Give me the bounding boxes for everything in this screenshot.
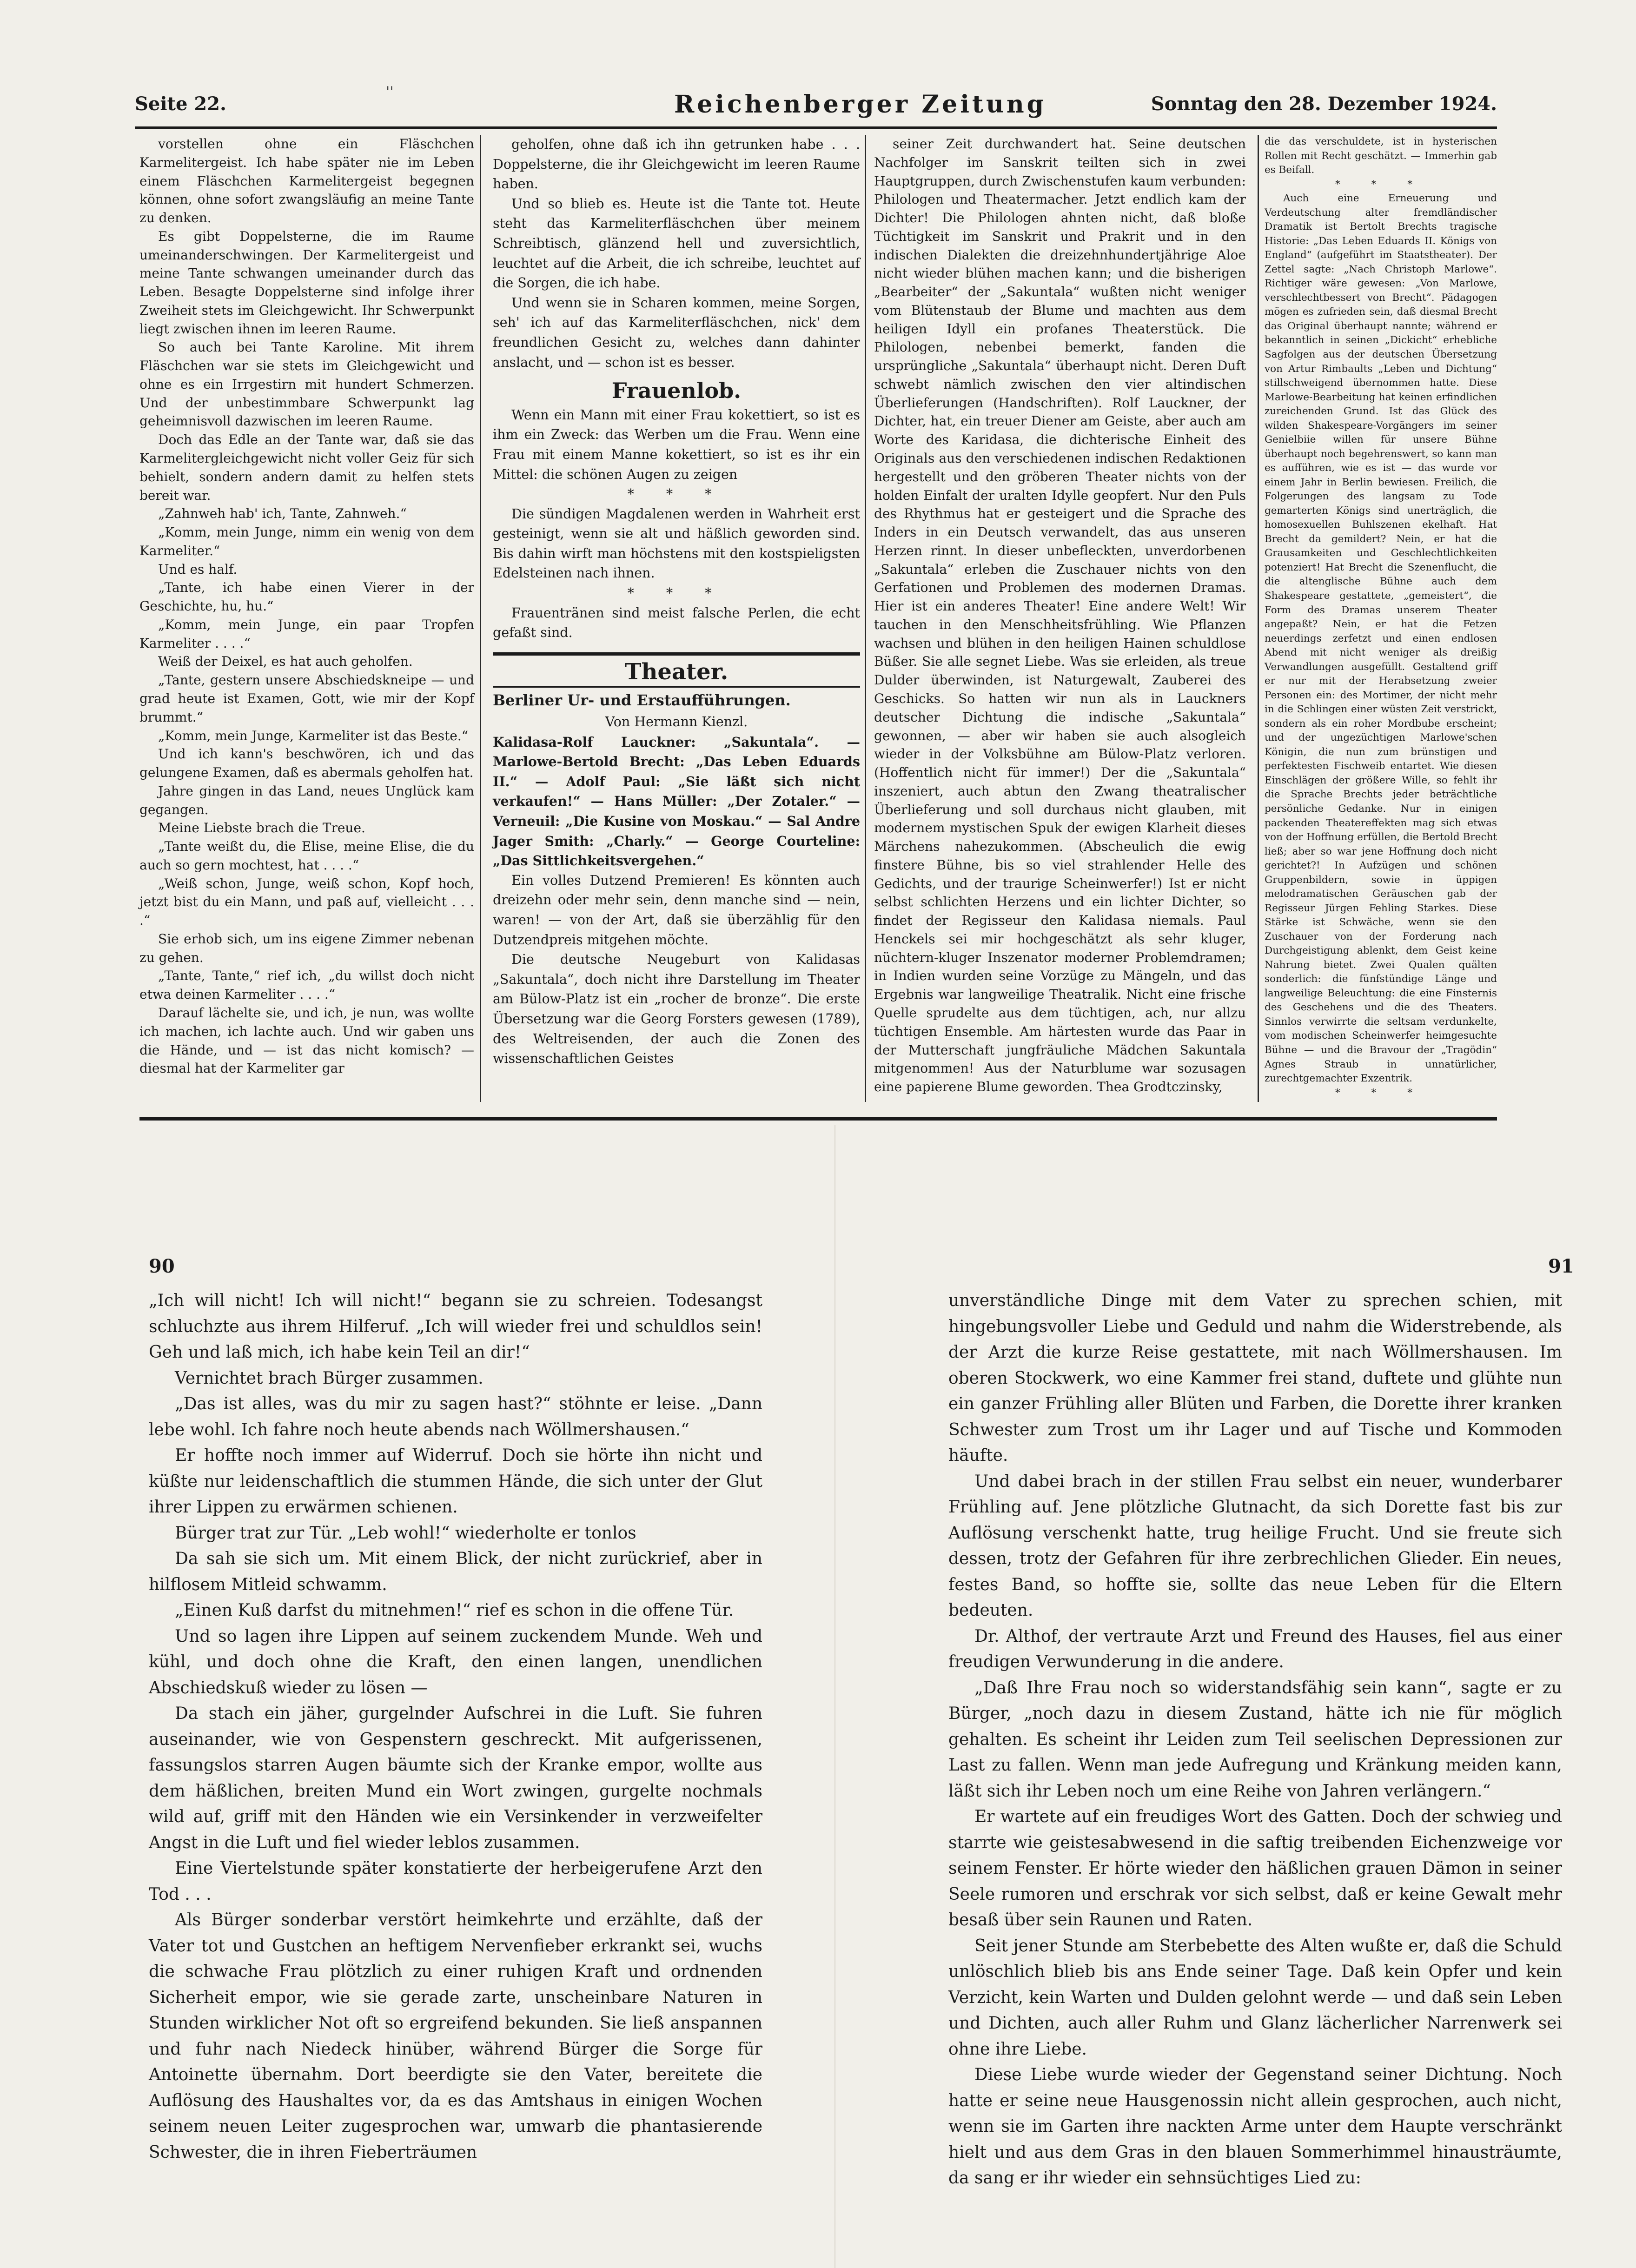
paragraph: Und es half. <box>158 561 238 577</box>
paragraph: Ein volles Dutzend Premieren! Es könnten auch dreizehn oder mehr sein, denn manche sind — nein, waren! — von der Art, daß sie überzählig für den Dutzendpreis mitgehen möchte. <box>493 872 860 948</box>
paragraph: vorstellen ohne ein Fläschchen Karmelitergeist. Ich habe später nie im Leben einem Fläschchen Karmelitergeist begegnen können, ohne sofort zwangsläufig an meine Tante zu denken. <box>139 136 474 226</box>
column-4 <box>1265 135 1497 1102</box>
paragraph: „Tante weißt du, die Elise, meine Elise, die du auch so gern mochtest, hat . . . .“ <box>139 839 474 873</box>
book-paragraph: Er hoffte noch immer auf Widerruf. Doch sie hörte ihn nicht und küßte nur leidenschaftlich die stummen Hände, die sich unter der Glut ihrer Lippen zu erwärmen schienen. <box>149 1446 762 1517</box>
scan-mark: '' <box>386 84 394 100</box>
paragraph: „Tante, Tante,“ rief ich, „du willst doch nicht etwa deinen Karmeliter . . . .“ <box>139 968 474 1002</box>
book-paragraph: Dr. Althof, der vertraute Arzt und Freund des Hauses, fiel aus einer freudigen Verwunderung in die andere. <box>948 1626 1562 1671</box>
section-separator-stars: * * * <box>627 585 726 601</box>
paragraph: „Zahnweh hab' ich, Tante, Zahnweh.“ <box>158 506 407 522</box>
section-separator-stars: * * * <box>1335 1087 1426 1099</box>
book-paragraph: Vernichtet brach Bürger zusammen. <box>175 1368 484 1388</box>
playbill: Kalidasa-Rolf Lauckner: „Sakuntala“. — Marlowe-Bertold Brecht: „Das Leben Eduards II.“ — Adolf Paul: „Sie läßt sich nicht verkaufen!“ — Hans Müller: „Der Zotaler.“ — Verneuil: „Die Kusine von Moskau.“ — Sal Andre Jager Smith: „Charly.“ — George Courteline: „Das Sittlichkeitsvergehen.“ <box>493 734 860 869</box>
paragraph: Meine Liebste brach die Treue. <box>158 820 365 836</box>
book-paragraph: „Das ist alles, was du mir zu sagen hast?“ stöhnte er leise. „Dann lebe wohl. Ich fahre noch heute abends nach Wöllmershausen.“ <box>149 1394 762 1439</box>
paragraph: Auch eine Erneuerung und Verdeutschung alter fremdländischer Dramatik ist Bertolt Brechts tragische Historie: „Das Leben Eduards II. Königs von England“ (aufgeführt im Staatstheater). Der Zettel sagte: „Nach Christoph Marlowe“. Richtiger wäre gewesen: „Von Marlowe, verschlechtbessert von Brecht“. Pädagogen mögen es zufrieden sein, daß diesmal Brecht das Original überhaupt nannte; während er bekanntlich in seinen „Dickicht“ erhebliche Sagfolgen aus der deutschen Übersetzung von Artur Rimbaults „Leben und Dichtung“ stillschweigend übernommen hatte. Diese Marlowe-Bearbeitung hat keinen erfindlichen zureichenden Grund. Ist das Glück des wilden Shakespeare-Vorgängers im seiner Genielbiie willen für unsere Bühne überhaupt noch begehrenswert, so kann man es aufführen, wie es ist — das wurde vor einem Jahr in Berlin bewiesen. Freilich, die Folgerungen des langsam zu Tode gemarterten Königs sind unerträglich, die homosexuellen Buhlszenen ekelhaft. Hat Brecht da gemildert? Nein, er hat die Grausamkeiten und Geschlechtlichkeiten potenziert! Hat Brecht die Szenenflucht, die die altenglische Bühne auch dem Shakespeare gestattete, „gemeistert“, die Form des Dramas unserem Theater angepaßt? Nein, er hat die Fetzen neuerdings zerfetzt und einen endlosen Abend mit nicht weniger als dreißig Verwandlungen ausgefüllt. Gestaltend griff er nur mit der Herabsetzung zweier Personen ein: des Mortimer, der nicht mehr in die Schlingen einer wüsten Zeit verstrickt, sondern als ein roher Mordbube erscheint; und der ungezüchtigen Marlowe'schen Königin, die nun zum brünstigen und perfektesten Fischweib entartet. Wie diesen Einschlägen der größere Wille, so fehlt ihr die Sprache Brechts jeder beträchtliche persönliche Gedanke. Nur in einigen packenden Theatereffekten mag sich etwas von der Hoffnung erfüllen, die Bertold Brecht ließ; aber so war jene Hoffnung doch nicht gerichtet?! In Aufzügen und schönen Gruppenbildern, sowie in üppigen melodramatischen Geräuschen gab der Regisseur Jürgen Fehling Starkes. Diese Stärke ist Schwäche, wenn sie den Zuschauer von der Forderung nach Durchgeistigung ablenkt, dem Geist keine Nahrung bietet. Zwei Qualen quälten sonderlich: die fünfstündige Länge und langweilige Beleuchtung: die eine Finsternis des Geschehens und die des Theaters. Sinnlos verwirrte die seltsam verdunkelte, vom modischen Scheinwerfer heimgesuchte Bühne — und die Bravour der „Tragödin“ Agnes Straub in unnatürlicher, zurechtgemachter Exzentrik. <box>1265 192 1497 1085</box>
book-paragraph: „Einen Kuß darfst du mitnehmen!“ rief es schon in die offene Tür. <box>175 1601 734 1620</box>
book-left-page <box>149 1288 762 2165</box>
theater-heading: Theater. <box>624 658 729 685</box>
paragraph: geholfen, ohne daß ich ihn getrunken habe . . . Doppelsterne, die ihr Gleichgewicht im leeren Raume haben. <box>493 137 860 192</box>
paragraph: Und wenn sie in Scharen kommen, meine Sorgen, seh' ich auf das Karmeliterfläschchen, nick' dem freundlichen Gesicht zu, welches dann dahinter anslacht, und — schon ist es besser. <box>493 295 860 370</box>
book-right-page <box>948 1288 1562 2191</box>
book-paragraph: „Ich will nicht! Ich will nicht!“ begann sie zu schreien. Todesangst schluchzte aus ihrem Hilferuf. „Ich will wieder frei und schuldlos sein! Geh und laß mich, ich habe kein Teil an dir!“ <box>149 1291 762 1362</box>
paragraph: Jahre gingen in das Land, neues Unglück kam gegangen. <box>139 783 474 817</box>
book-paragraph: Als Bürger sonderbar verstört heimkehrte und erzählte, daß der Vater tot und Gustchen an heftigem Nervenfieber erkrankt sei, wuchs die schwache Frau plötzlich zu einer ruhigen Kraft und ordnenden Sicherheit empor, wie sie gerade zarte, unscheinbare Naturen in Stunden wirklicher Not oft so ergreifend bekunden. Sie ließ anspannen und fuhr nach Niedeck hinüber, während Bürger die Sorge für Antoinette übernahm. Dort beerdigte sie den Vater, bereitete die Auflösung des Haushaltes vor, da es das Amtshaus in einigen Wochen seinem neuen Leiter zugesprochen war, umwarb die phantasierende Schwester, die in ihren Fieberträumen <box>149 1910 762 2162</box>
frauenlob-heading: Frauenlob. <box>611 378 742 404</box>
page-bottom-rule <box>139 1117 1497 1121</box>
page-label: Seite 22. <box>135 93 226 115</box>
masthead <box>135 90 1497 121</box>
paragraph: „Komm, mein Junge, ein paar Tropfen Karmeliter . . . .“ <box>139 617 474 651</box>
article-heading: Berliner Ur- und Erstaufführungen. <box>493 691 791 710</box>
paragraph: Die deutsche Neugeburt von Kalidasas „Sakuntala“, doch nicht ihre Darstellung im Theater am Bülow-Platz ist ein „rocher de bronze“. Die erste Übersetzung war die Georg Forsters gewesen (1789), des Weltreisenden, der auch die Zonen des wissenschaftlichen Geistes <box>493 952 860 1067</box>
paragraph: „Weiß schon, Junge, weiß schon, Kopf hoch, jetzt bist du ein Mann, und paß auf, vielleicht . . . .“ <box>139 875 474 928</box>
book-paragraph: Da stach ein jäher, gurgelnder Aufschrei in die Luft. Sie fuhren auseinander, wie von Gespenstern geschreckt. Mit aufgerissenen, fassungslos starren Augen bäumte sich der Kranke empor, wollte aus dem häßlichen, breiten Mund ein Wort zwingen, gurgelte nochmals wild auf, griff mit den Händen wie ein Versinkender in verzweifelter Angst in die Luft und fiel wieder leblos zusammen. <box>149 1704 762 1852</box>
paragraph: Es gibt Doppelsterne, die im Raume umeinanderschwingen. Der Karmelitergeist und meine Tante schwangen umeinander durch das Leben. Besagte Doppelsterne sind infolge ihrer Zweiheit stets im Gleichgewicht. Ihr Schwerpunkt liegt zwischen ihnen im leeren Raume. <box>139 228 474 337</box>
book-paragraph: Er wartete auf ein freudiges Wort des Gatten. Doch der schwieg und starrte wie geistesabwesend in die saftig treibenden Eichenzweige vor seinem Fenster. Er hörte wieder den häßlichen grauen Dämon in seiner Seele rumoren und erschrak vor sich selbst, daß er keine Gewalt mehr besaß über sein Raunen und Raten. <box>948 1807 1562 1930</box>
section-separator-stars: * * * <box>627 486 726 502</box>
book-paragraph: „Daß Ihre Frau noch so widerstandsfähig sein kann“, sagte er zu Bürger, „noch dazu in diesem Zustand, hätte ich nie für möglich gehalten. Es scheint ihr Leiden zum Teil seelischen Depressionen zur Last zu fallen. Wenn man jede Aufregung und Kränkung meiden kann, läßt sich ihr Leben noch um eine Reihe von Jahren verlängern.“ <box>948 1678 1562 1801</box>
masthead-rule <box>135 126 1497 129</box>
book-paragraph: Und dabei brach in der stillen Frau selbst ein neuer, wunderbarer Frühling auf. Jene plötzliche Glutnacht, da sich Dorette fast bis zur Auflösung verschenkt hatte, trug heilige Frucht. Und sie freute sich dessen, trotz der Gefahren für ihre zerbrechlichen Glieder. Ein neues, festes Band, so hoffte sie, sollte das neue Leben für die Eltern bedeuten. <box>948 1472 1562 1620</box>
paragraph: „Komm, mein Junge, Karmeliter ist das Beste.“ <box>158 728 469 743</box>
paragraph: „Komm, mein Junge, nimm ein wenig von dem Karmeliter.“ <box>139 524 474 558</box>
paragraph: „Tante, gestern unsere Abschiedskneipe — und grad heute ist Examen, Gott, wie mir der Kopf brummt.“ <box>139 672 474 725</box>
newspaper-columns <box>139 135 1497 1102</box>
paragraph: Darauf lächelte sie, und ich, je nun, was wollte ich machen, ich lachte auch. Und wir gaben uns die Hände, und — ist das nicht komisch? — diesmal hat der Karmeliter gar <box>139 1005 474 1076</box>
right-page-number: 91 <box>1548 1255 1574 1277</box>
paragraph: So auch bei Tante Karoline. Mit ihrem Fläschchen war sie stets im Gleichgewicht und ohne es ein Irrgestirn mit hundert Schmerzen. Und der unbestimmbare Schwerpunkt lag geheimnisvoll dazwischen im leeren Raume. <box>139 339 474 429</box>
column-3 <box>874 135 1246 1102</box>
aphorism: Die sündigen Magdalenen werden in Wahrheit erst gesteinigt, wenn sie alt und häßlich geworden sind. Bis dahin wirft man höchstens mit den kostspieligsten Edelsteinen nach ihnen. <box>493 506 860 581</box>
book-paragraph: Bürger trat zur Tür. „Leb wohl!“ wiederholte er tonlos <box>175 1523 636 1543</box>
paragraph: die das verschuldete, ist in hysterischen Rollen mit Recht geschätzt. — Immerhin gab es Beifall. <box>1265 136 1497 176</box>
column-2 <box>493 135 860 1102</box>
aphorism: Wenn ein Mann mit einer Frau kokettiert, so ist es ihm ein Zweck: das Werben um die Frau. Wenn eine Frau mit einem Manne kokettiert, so ist es ihr ein Mittel: die schönen Augen zu zeigen <box>493 407 860 482</box>
paragraph: Doch das Edle an der Tante war, daß sie das Karmelitergleichgewicht nicht voller Geiz für sich behielt, sondern andern damit zu helfen stets bereit war. <box>139 432 474 503</box>
paragraph: „Tante, ich habe einen Vierer in der Geschichte, hu, hu.“ <box>139 580 474 614</box>
aphorism: Frauentränen sind meist falsche Perlen, die echt gefaßt sind. <box>493 605 860 641</box>
section-separator-stars: * * * <box>1335 178 1426 190</box>
book-paragraph: Da sah sie sich um. Mit einem Blick, der nicht zurückrief, aber in hilflosem Mitleid schwamm. <box>149 1549 762 1594</box>
book-paragraph: Und so lagen ihre Lippen auf seinem zuckendem Munde. Weh und kühl, und doch ohne die Kraft, den einen langen, unendlichen Abschiedskuß wieder zu lösen — <box>149 1626 762 1698</box>
issue-date: Sonntag den 28. Dezember 1924. <box>1151 93 1497 115</box>
book-paragraph: Seit jener Stunde am Sterbebette des Alten wußte er, daß die Schuld unlöschlich blieb bis ans Ende seiner Tage. Daß kein Opfer und kein Verzicht, kein Warten und Dulden gelohnt werde — und daß sein Leben und Dichten, auch aller Ruhm und Glanz lächerlicher Narrenwerk sei ohne ihre Liebe. <box>948 1936 1562 2059</box>
section-rule <box>493 652 860 656</box>
newspaper-title: Reichenberger Zeitung <box>674 90 1047 119</box>
book-paragraph: Diese Liebe wurde wieder der Gegenstand seiner Dichtung. Noch hatte er seine neue Hausgenossin nicht allein gesprochen, auch nicht, wenn sie im Garten ihre nackten Arme unter dem Haupte verschränkt hielt und aus dem Gras in den blauen Sommerhimmel hinausträumte, da sang er ihr wieder ein sehnsüchtiges Lied zu: <box>948 2065 1562 2188</box>
left-page-number: 90 <box>149 1255 175 1277</box>
byline: Von Hermann Kienzl. <box>605 714 748 730</box>
paragraph: Und ich kann's beschwören, ich und das gelungene Examen, daß es abermals geholfen hat. <box>139 746 474 781</box>
paragraph: seiner Zeit durchwandert hat. Seine deutschen Nachfolger im Sanskrit teilten sich in zwei Hauptgruppen, durch Zwischenstufen kaum verbunden: Philologen und Theatermacher. Jetzt endlich kam der Dichter! Die Philologen ahnten nicht, daß bloße Tüchtigkeit im Sanskrit und Prakrit und in den indischen Dialekten die dreizehnhundertjährige Aloe nicht wieder blühen machen kann; und die bisherigen „Bearbeiter“ der „Sakuntala“ wußten nicht weniger vom Blütenstaub der Blume und machten aus dem heiligen Idyll ein profanes Theaterstück. Die Philologen, nebenbei bemerkt, fanden die ursprüngliche „Sakuntala“ überhaupt nicht. Deren Duft schwebt nämlich zwischen den vier altindischen Überlieferungen (Handschriften). Rolf Lauckner, der Dichter, hat, ein treuer Diener am Geiste, aber auch am Worte des Karidasa, die dichterische Einheit des Originals aus den verschiedenen indischen Redaktionen hergestellt und den gröberen Theater nichts von der holden Einfalt der uralten Idylle geopfert. Nur den Puls des Rhythmus hat er gesteigert und die Sprache des Inders in ein Deutsch verwandelt, das aus unseren Herzen rinnt. In dieser unbefleckten, unverdorbenen „Sakuntala“ erleben die Zuschauer nichts von den Gerfationen und Problemen des modernen Dramas. Hier ist ein anderes Theater! Eine andere Welt! Wir tauchen in den Menschheitsfrühling. Wie Pflanzen wachsen und blühen in den heiligen Hainen schuldlose Büßer. Sie alle segnet Liebe. Was sie erleiden, als treue Dulder überwinden, ist Naturgewalt, Zauberei des Geschicks. So hatten wir nun als in Lauckners deutscher Dichtung die indische „Sakuntala“ gewonnen, — aber wir haben sie auch alsogleich wieder in der Volksbühne am Bülow-Platz verloren. (Hoffentlich nicht für immer!) Der die „Sakuntala“ inszeniert, auch abtun den Zwang theatralischer Überlieferung und soll durchaus nicht glauben, mit modernem mystischen Spuk der ewigen Klarheit dieses Märchens nahezukommen. (Abscheulich die ewig finstere Bühne, bis so viel strahlender Helle des Gedichts, und der traurige Scheinwerfer!) Ist er nicht selbst schlichten Herzens und ein lichter Dichter, so findet der Regisseur den Kalidasa niemals. Paul Henckels sei mir hochgeschätzt als sehr kluger, nüchtern-kluger Inszenator moderner Problemdramen; in Indien wurden seine Vorzüge zu Mängeln, und das Ergebnis war langweilige Theatralik. Nicht eine frische Quelle sprudelte aus dem tüchtigen, ach, nur allzu tüchtigen Ensemble. Am härtesten wurde das Paar in der Mutterschaft jungfräuliche Mädchen Sakuntala mitgenommen! Aus der Naturblume war sozusagen eine papierene Blume geworden. Thea Grodtczinsky, <box>874 136 1246 1095</box>
column-1 <box>139 135 474 1102</box>
paragraph: Und so blieb es. Heute ist die Tante tot. Heute steht das Karmeliterfläschchen über meinem Schreibtisch, glänzend hell und zuversichtlich, leuchtet auf die Arbeit, die ich schreibe, leuchtet auf die Sorgen, die ich habe. <box>493 196 860 291</box>
paragraph: Weiß der Deixel, es hat auch geholfen. <box>158 654 413 670</box>
book-paragraph: Eine Viertelstunde später konstatierte der herbeigerufene Arzt den Tod . . . <box>149 1859 762 1904</box>
section-rule <box>493 686 860 688</box>
paragraph: Sie erhob sich, um ins eigene Zimmer nebenan zu gehen. <box>139 931 474 965</box>
book-paragraph: unverständliche Dinge mit dem Vater zu sprechen schien, mit hingebungsvoller Liebe und Geduld und nahm die Widerstrebende, als der Arzt die kurze Reise gestattete, mit nach Wöllmershausen. Im oberen Stockwerk, wo eine Kammer frei stand, duftete und glühte nun ein ganzer Frühling aller Blüten und Farben, die Dorette ihrer kranken Schwester zum Trost um ihr Lager und auf Tische und Kommoden häufte. <box>948 1291 1562 1465</box>
